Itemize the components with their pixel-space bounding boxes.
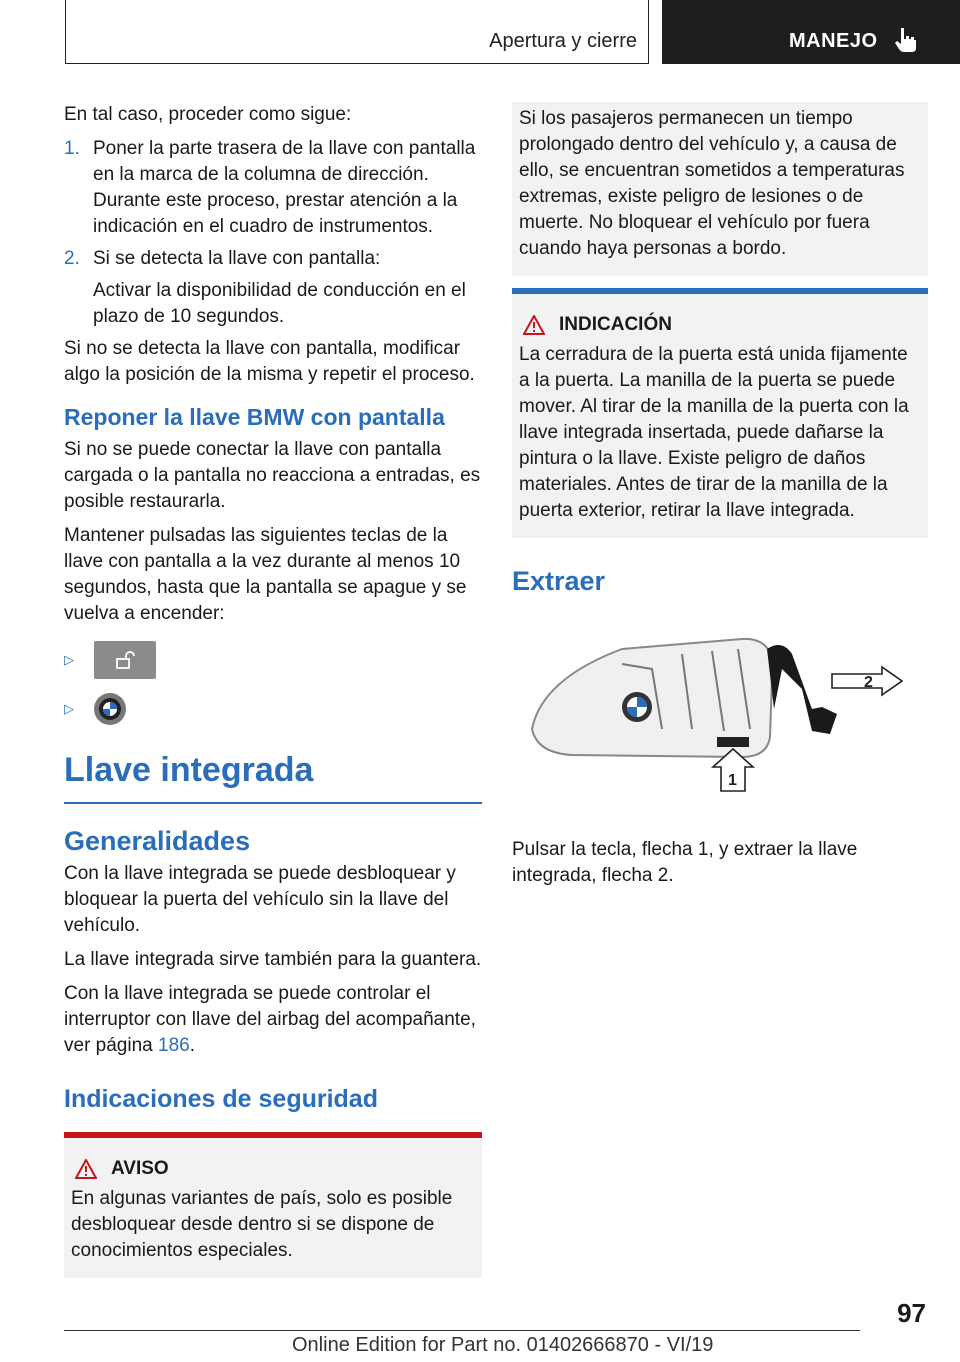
chapter-title: MANEJO <box>789 30 878 52</box>
unlock-key-icon <box>94 641 156 679</box>
list-item <box>64 136 482 240</box>
reset-heading: Reponer la llave BMW con pantalla <box>64 404 445 430</box>
bullet-marker: ▷ <box>64 652 74 667</box>
figure-caption: Pulsar la tecla, flecha 1, y extraer la llave integrada, flecha 2. <box>512 839 858 886</box>
pointing-hand-icon <box>893 26 921 54</box>
note-title <box>523 314 921 336</box>
intro-text: En tal caso, proceder como sigue: <box>64 104 352 125</box>
step-number: 1. <box>64 138 80 159</box>
section-title: Apertura y cierre <box>489 30 637 52</box>
page-number: 97 <box>897 1298 926 1328</box>
reset-paragraph-1: Si no se puede conectar la llave con pantalla cargada o la pantalla no reacciona a entradas, es posible restaurarla. <box>64 439 481 512</box>
reset-paragraph-2: Mantener pulsadas las siguientes teclas de la llave con pantalla a la vez durante al menos 10 segundos, hasta que la pantalla se apague y se vuelva a encender: <box>64 525 467 624</box>
general-paragraph-1: Con la llave integrada se puede desbloquear y bloquear la puerta del vehículo sin la llave del vehículo. <box>64 863 456 936</box>
general-paragraph-3-end: . <box>189 1035 195 1056</box>
general-paragraph-3-text: Con la llave integrada se puede controlar el interruptor con llave del airbag del acompañante, ver página <box>64 983 476 1056</box>
general-paragraph-3 <box>64 981 482 1059</box>
general-paragraph-2: La llave integrada sirve también para la guantera. <box>64 949 482 970</box>
footer-divider <box>64 1330 860 1331</box>
key-bullet-unlock <box>64 641 482 679</box>
warning-title-text: AVISO <box>111 1158 169 1179</box>
note-title-text: INDICACIÓN <box>559 314 672 335</box>
warning-triangle-icon <box>75 1159 97 1179</box>
warning-box <box>64 1132 482 1278</box>
note-box <box>512 288 928 538</box>
warning-continued-text: Si los pasajeros permanecen un tiempo prolongado dentro del vehículo y, a causa de ello, se encuentran sometidos a temperaturas extremas, existe peligro de lesiones o de muerte. No bloquear el vehículo por fuera cuando haya personas a bordo. <box>519 108 905 259</box>
page-link[interactable]: 186 <box>158 1035 190 1056</box>
note-text: La cerradura de la puerta está unida fijamente a la puerta. La manilla de la puerta se puede mover. Al tirar de la manilla de la puerta con la llave integrada insertada, puede dañarse la pintura o la llave. Existe peligro de daños materiales. Antes de tirar de la manilla de la puerta exterior, retirar la llave integrada. <box>519 344 909 521</box>
key-extraction-figure <box>512 619 912 799</box>
figure-label-1: 1 <box>728 772 737 789</box>
key-bullet-bmw <box>64 693 482 725</box>
heading-extract: Extraer <box>512 566 606 596</box>
list-item <box>64 246 482 272</box>
step-number: 2. <box>64 248 80 269</box>
bullet-marker: ▷ <box>64 701 74 716</box>
footer-edition: Online Edition for Part no. 01402666870 - VI/19 <box>292 1334 714 1356</box>
step-text: Poner la parte trasera de la llave con pantalla en la marca de la columna de dirección. Durante este proceso, prestar atención a la indicación en el cuadro de instrumentos. <box>93 138 476 237</box>
warning-triangle-icon <box>523 315 545 335</box>
warning-continued-box <box>512 102 928 276</box>
fallback-text: Si no se detecta la llave con pantalla, modificar algo la posición de la misma y repetir el proceso. <box>64 338 475 385</box>
warning-text: En algunas variantes de país, solo es posible desbloquear desde dentro si se dispone de conocimientos especiales. <box>71 1188 453 1261</box>
heading-general: Generalidades <box>64 826 251 856</box>
heading-safety: Indicaciones de seguridad <box>64 1085 378 1113</box>
steps-list <box>64 136 482 272</box>
warning-title <box>75 1158 475 1180</box>
left-column <box>64 102 482 1278</box>
step-sub-text: Activar la disponibilidad de conducción en el plazo de 10 segundos. <box>93 280 466 327</box>
right-column <box>512 102 928 889</box>
figure-label-2: 2 <box>864 674 873 691</box>
bmw-logo-key-icon <box>94 693 126 725</box>
step-text: Si se detecta la llave con pantalla: <box>93 248 381 269</box>
section-heading-integrated-key: Llave integrada <box>64 751 482 804</box>
